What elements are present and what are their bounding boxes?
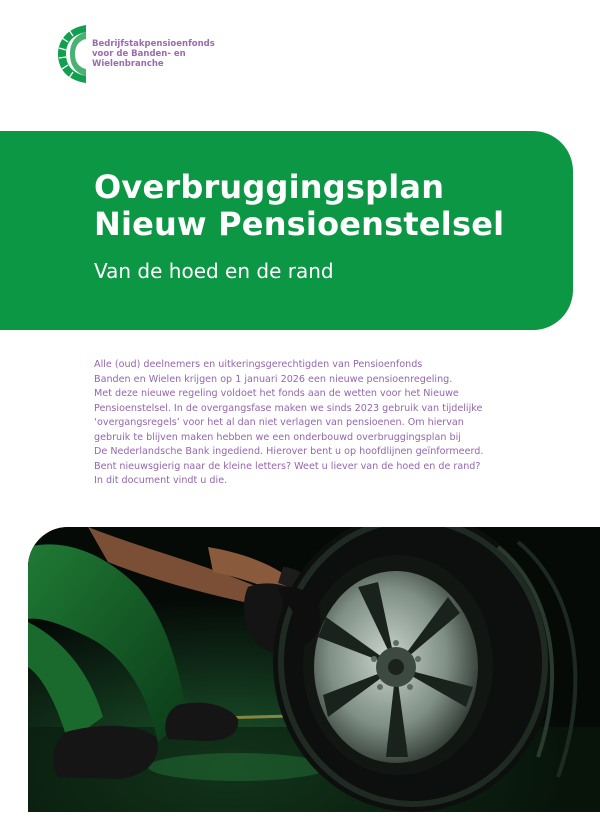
fund-name-line: voor de Banden- en <box>92 49 186 59</box>
tire-logo-icon <box>56 22 92 86</box>
intro-line: Banden en Wielen krijgen op 1 januari 2026 een nieuwe pensioenregeling. <box>94 373 453 385</box>
title-line-1: Overbruggingsplan <box>94 168 445 206</box>
page-title <box>94 169 504 243</box>
mechanic-tire-illustration <box>28 527 600 812</box>
title-line-2: Nieuw Pensioenstelsel <box>94 205 505 243</box>
mechanic-tire-photo <box>28 527 600 812</box>
fund-logo <box>56 22 216 88</box>
intro-line: Pensioenstelsel. In de overgangsfase maken we sinds 2023 gebruik van tijdelijke <box>94 402 483 414</box>
intro-line: Bent nieuwsgierig naar de kleine letters? Weet u liever van de hoed en de rand? <box>94 460 481 472</box>
intro-line: In dit document vindt u die. <box>94 475 228 486</box>
intro-line: gebruik te blijven maken hebben we een onderbouwd overbruggingsplan bij <box>94 431 461 443</box>
intro-line: ‘overgangsregels’ voor het al dan niet verlagen van pensioenen. Om hiervan <box>94 417 464 428</box>
fund-name-line: Bedrijfstakpensioenfonds <box>92 39 215 49</box>
intro-line: Met deze nieuwe regeling voldoet het fonds aan de wetten voor het Nieuwe <box>94 388 459 399</box>
fund-name <box>92 39 215 69</box>
intro-line: De Nederlandsche Bank ingediend. Hierover bent u op hoofdlijnen geïnformeerd. <box>94 446 484 457</box>
intro-line: Alle (oud) deelnemers en uitkeringsgerechtigden van Pensioenfonds <box>94 359 423 370</box>
intro-paragraph <box>94 358 514 489</box>
page-subtitle: Van de hoed en de rand <box>94 259 334 283</box>
fund-name-line: Wielenbranche <box>92 59 164 69</box>
